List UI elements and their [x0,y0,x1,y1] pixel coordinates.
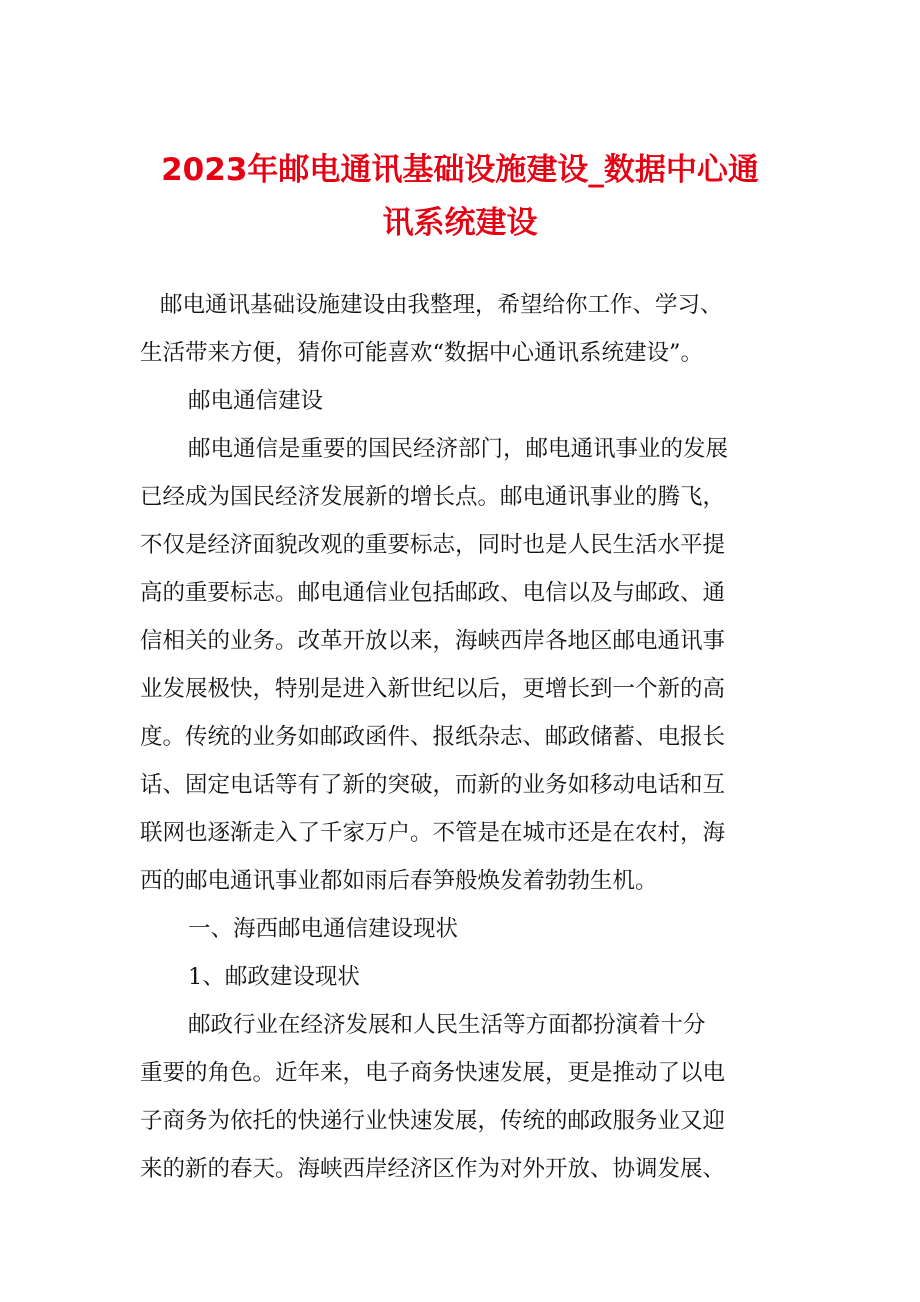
document-page: 2023年邮电通讯基础设施建设_数据中心通 讯系统建设 邮电通讯基础设施建设由我整理，希望给你工作、学习、 生活带来方便，猜你可能喜欢“数据中心通讯系统建设”。 邮电通信建设 邮电通信是重要的国民经济部门，邮电通讯事业的发展 已经成为国民经济发展新的增长点。邮电通讯事业的腾飞， 不仅是经济面貌改观的重要标志，同时也是人民生活水平提 高的重要标志。邮电通信业包括邮政、电信以及与邮政、通 信相关的业务。改革开放以来，海峡西岸各地区邮电通讯事 业发展极快，特别是进入新世纪以后，更增长到一个新的高 度。传统的业务如邮政函件、报纸杂志、邮政储蓄、电报长 话、固定电话等有了新的突破，而新的业务如移动电话和互 联网也逐渐走入了千家万户。不管是在城市还是在农村，海 西的邮电通讯事业都如雨后春笋般焕发着勃勃生机。 一、海西邮电通信建设现状 1、邮政建设现状 邮政行业在经济发展和人民生活等方面都扮演着十分 重要的角色。近年来，电子商务快速发展，更是推动了以电 子商务为依托的快递行业快速发展，传统的邮政服务业又迎 来的新的春天。海峡西岸经济区作为对外开放、协调发展、 [0,0,920,1302]
document-title-line-1: 2023年邮电通讯基础设施建设_数据中心通 [161,152,759,188]
document-title-line-2: 讯系统建设 [382,205,538,241]
